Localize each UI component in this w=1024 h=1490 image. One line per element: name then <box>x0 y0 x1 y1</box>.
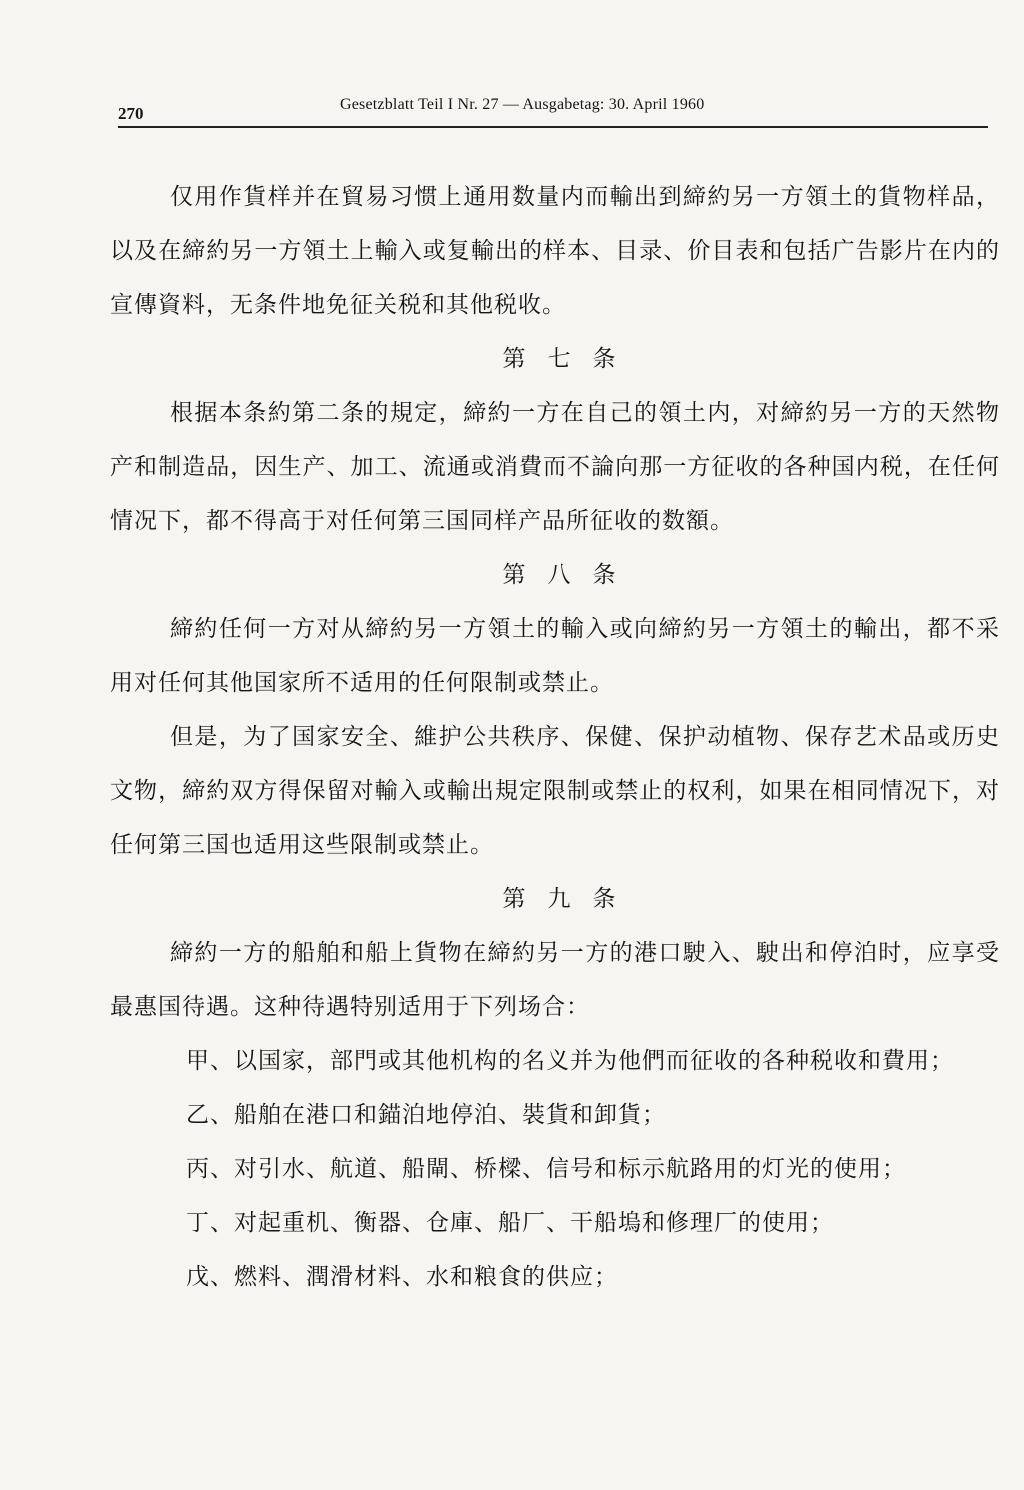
article-8-heading: 第八条 <box>502 562 638 588</box>
article-9-item: 丁、对起重机、衡器、仓庫、船厂、干船塢和修理厂的使用； <box>186 1210 834 1236</box>
page-number: 270 <box>118 104 144 123</box>
body-text <box>110 170 1000 1304</box>
article-9-item: 甲、以国家，部門或其他机构的名义并为他們而征收的各种税收和費用； <box>186 1048 954 1074</box>
article-9-item: 戊、燃料、潤滑材料、水和粮食的供应； <box>186 1264 618 1290</box>
article-8-paragraph-1: 締約任何一方对从締約另一方領土的輸入或向締約另一方領土的輸出，都不采用对任何其他国家所不适用的任何限制或禁止。 <box>110 616 1000 696</box>
running-head: Gesetzblatt Teil I Nr. 27 — Ausgabetag: 30. April 1960 <box>340 96 705 113</box>
article-8-paragraph-2: 但是，为了国家安全、維护公共秩序、保健、保护动植物、保存艺术品或历史文物，締約双方得保留对輸入或輸出規定限制或禁止的权利，如果在相同情况下，对任何第三国也适用这些限制或禁止。 <box>110 724 1000 858</box>
article-7-heading: 第七条 <box>502 346 638 372</box>
article-9-item: 乙、船舶在港口和錨泊地停泊、裝貨和卸貨； <box>186 1102 666 1128</box>
paragraph-goods-samples: 仅用作貨样并在貿易习惯上通用数量内而輸出到締約另一方領土的貨物样品，以及在締約另一方領土上輸入或复輸出的样本、目录、价目表和包括广告影片在内的宣傳資料，无条件地免征关税和其他税收。 <box>110 184 1000 318</box>
article-9-heading: 第九条 <box>502 886 638 912</box>
header-rule <box>118 126 988 128</box>
article-9-paragraph: 締約一方的船舶和船上貨物在締約另一方的港口駛入、駛出和停泊时，应享受最惠国待遇。这种待遇特别适用于下列场合： <box>110 940 1000 1020</box>
article-9-item: 丙、对引水、航道、船閘、桥樑、信号和标示航路用的灯光的使用； <box>186 1156 906 1182</box>
page-header <box>118 96 988 126</box>
article-7-paragraph: 根据本条約第二条的規定，締約一方在自己的領土内，对締約另一方的天然物产和制造品，因生产、加工、流通或消費而不論向那一方征收的各种国内税，在任何情况下，都不得高于对任何第三国同样产品所征收的数額。 <box>110 400 1000 534</box>
